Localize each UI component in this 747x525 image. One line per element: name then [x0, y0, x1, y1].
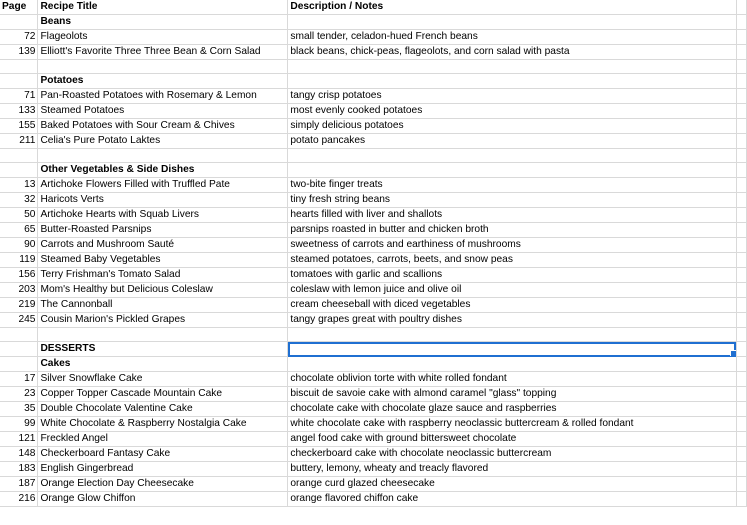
recipe-title-cell[interactable]: Other Vegetables & Side Dishes: [38, 163, 288, 178]
recipe-title-cell[interactable]: Freckled Angel: [38, 432, 288, 447]
description-cell[interactable]: sweetness of carrots and earthiness of mushrooms: [288, 238, 737, 253]
empty-cell[interactable]: [736, 15, 746, 30]
recipe-title-cell[interactable]: [38, 328, 288, 342]
recipe-title-cell[interactable]: [38, 149, 288, 163]
page-number-cell[interactable]: [0, 15, 38, 30]
page-number-cell[interactable]: [0, 163, 38, 178]
recipe-title-cell[interactable]: Orange Election Day Cheesecake: [38, 477, 288, 492]
description-cell[interactable]: checkerboard cake with chocolate neoclassic buttercream: [288, 447, 737, 462]
empty-cell[interactable]: [736, 74, 746, 89]
description-cell[interactable]: potato pancakes: [288, 134, 737, 149]
page-number-cell[interactable]: 133: [0, 104, 38, 119]
page-number-cell[interactable]: 187: [0, 477, 38, 492]
recipe-title-cell[interactable]: Elliott's Favorite Three Three Bean & Corn Salad: [38, 45, 288, 60]
page-number-cell[interactable]: [0, 74, 38, 89]
page-number-cell[interactable]: 245: [0, 313, 38, 328]
page-number-cell[interactable]: 156: [0, 268, 38, 283]
description-cell[interactable]: [288, 60, 737, 74]
empty-cell[interactable]: [736, 119, 746, 134]
description-cell[interactable]: coleslaw with lemon juice and olive oil: [288, 283, 737, 298]
recipe-title-cell[interactable]: Potatoes: [38, 74, 288, 89]
page-number-cell[interactable]: 119: [0, 253, 38, 268]
page-number-cell[interactable]: 71: [0, 89, 38, 104]
table-row: [0, 447, 747, 462]
recipe-title-cell[interactable]: Steamed Potatoes: [38, 104, 288, 119]
description-cell[interactable]: cream cheeseball with diced vegetables: [288, 298, 737, 313]
recipe-title-cell[interactable]: Double Chocolate Valentine Cake: [38, 402, 288, 417]
table-row: [0, 372, 747, 387]
page-number-cell[interactable]: 50: [0, 208, 38, 223]
page-number-cell[interactable]: 72: [0, 30, 38, 45]
page-number-cell[interactable]: 32: [0, 193, 38, 208]
empty-cell[interactable]: [736, 208, 746, 223]
description-cell[interactable]: white chocolate cake with raspberry neoclassic buttercream & rolled fondant: [288, 417, 737, 432]
empty-cell[interactable]: [736, 328, 746, 342]
recipe-title-cell[interactable]: Baked Potatoes with Sour Cream & Chives: [38, 119, 288, 134]
empty-cell[interactable]: [736, 104, 746, 119]
empty-cell[interactable]: [736, 238, 746, 253]
recipe-title-cell[interactable]: Butter-Roasted Parsnips: [38, 223, 288, 238]
recipe-title-cell[interactable]: Artichoke Hearts with Squab Livers: [38, 208, 288, 223]
empty-cell[interactable]: [736, 30, 746, 45]
empty-cell[interactable]: [736, 387, 746, 402]
description-cell[interactable]: orange curd glazed cheesecake: [288, 477, 737, 492]
description-cell[interactable]: small tender, celadon-hued French beans: [288, 30, 737, 45]
table-row: [0, 74, 747, 89]
description-cell[interactable]: biscuit de savoie cake with almond caramel "glass" topping: [288, 387, 737, 402]
empty-cell[interactable]: [736, 223, 746, 238]
description-cell[interactable]: tangy grapes great with poultry dishes: [288, 313, 737, 328]
table-row: [0, 253, 747, 268]
table-row: [0, 462, 747, 477]
recipe-title-cell[interactable]: Cakes: [38, 357, 288, 372]
recipe-title-cell[interactable]: Orange Glow Chiffon: [38, 492, 288, 507]
table-row: [0, 328, 747, 342]
recipe-title-cell[interactable]: Celia's Pure Potato Laktes: [38, 134, 288, 149]
header-notes-cell[interactable]: Description / Notes: [288, 0, 737, 15]
empty-cell[interactable]: [736, 447, 746, 462]
table-row: [0, 163, 747, 178]
page-number-cell[interactable]: 13: [0, 178, 38, 193]
empty-cell[interactable]: [736, 149, 746, 163]
table-row: [0, 89, 747, 104]
page-number-cell[interactable]: 183: [0, 462, 38, 477]
recipe-title-cell[interactable]: Checkerboard Fantasy Cake: [38, 447, 288, 462]
description-cell[interactable]: [288, 15, 737, 30]
description-cell[interactable]: tangy crisp potatoes: [288, 89, 737, 104]
fill-handle[interactable]: [730, 350, 737, 357]
table-row: [0, 15, 747, 30]
recipe-title-cell[interactable]: DESSERTS: [38, 342, 288, 357]
description-cell[interactable]: most evenly cooked potatoes: [288, 104, 737, 119]
description-cell[interactable]: [288, 149, 737, 163]
description-cell[interactable]: [288, 163, 737, 178]
page-number-cell[interactable]: 23: [0, 387, 38, 402]
empty-cell[interactable]: [736, 313, 746, 328]
table-row: [0, 298, 747, 313]
header-title-cell[interactable]: Recipe Title: [38, 0, 288, 15]
table-row: [0, 30, 747, 45]
empty-cell[interactable]: [736, 60, 746, 74]
table-row: [0, 432, 747, 447]
empty-cell[interactable]: [736, 372, 746, 387]
page-number-cell[interactable]: 219: [0, 298, 38, 313]
table-row: [0, 238, 747, 253]
empty-cell[interactable]: [736, 283, 746, 298]
recipe-title-cell[interactable]: Terry Frishman's Tomato Salad: [38, 268, 288, 283]
empty-cell[interactable]: [736, 163, 746, 178]
recipe-title-cell[interactable]: [38, 60, 288, 74]
selected-cell[interactable]: [288, 342, 737, 357]
empty-cell[interactable]: [736, 0, 746, 15]
description-cell[interactable]: tomatoes with garlic and scallions: [288, 268, 737, 283]
page-number-cell[interactable]: [0, 342, 38, 357]
empty-cell[interactable]: [736, 357, 746, 372]
table-row: [0, 208, 747, 223]
empty-cell[interactable]: [736, 89, 746, 104]
page-number-cell[interactable]: [0, 357, 38, 372]
table-row: [0, 357, 747, 372]
recipe-title-cell[interactable]: Steamed Baby Vegetables: [38, 253, 288, 268]
table-row: [0, 313, 747, 328]
page-number-cell[interactable]: 99: [0, 417, 38, 432]
page-number-cell[interactable]: 203: [0, 283, 38, 298]
description-cell[interactable]: black beans, chick-peas, flageolots, and corn salad with pasta: [288, 45, 737, 60]
table-row: [0, 223, 747, 238]
table-row: [0, 402, 747, 417]
table-row: [0, 178, 747, 193]
page-number-cell[interactable]: 17: [0, 372, 38, 387]
recipe-title-cell[interactable]: Cousin Marion's Pickled Grapes: [38, 313, 288, 328]
description-cell[interactable]: parsnips roasted in butter and chicken broth: [288, 223, 737, 238]
page-number-cell[interactable]: 90: [0, 238, 38, 253]
description-cell[interactable]: two-bite finger treats: [288, 178, 737, 193]
empty-cell[interactable]: [736, 342, 746, 357]
recipe-title-cell[interactable]: Copper Topper Cascade Mountain Cake: [38, 387, 288, 402]
page-number-cell[interactable]: 148: [0, 447, 38, 462]
description-cell[interactable]: simply delicious potatoes: [288, 119, 737, 134]
page-number-cell[interactable]: 35: [0, 402, 38, 417]
empty-cell[interactable]: [736, 193, 746, 208]
table-row: [0, 477, 747, 492]
empty-cell[interactable]: [736, 178, 746, 193]
table-row: [0, 492, 747, 507]
table-row: [0, 60, 747, 74]
empty-cell[interactable]: [736, 45, 746, 60]
empty-cell[interactable]: [736, 268, 746, 283]
header-row: [0, 0, 747, 15]
recipe-title-cell[interactable]: Beans: [38, 15, 288, 30]
empty-cell[interactable]: [736, 134, 746, 149]
description-cell[interactable]: buttery, lemony, wheaty and treacly flavored: [288, 462, 737, 477]
description-cell[interactable]: [288, 328, 737, 342]
page-number-cell[interactable]: [0, 328, 38, 342]
recipe-title-cell[interactable]: Pan-Roasted Potatoes with Rosemary & Lemon: [38, 89, 288, 104]
empty-cell[interactable]: [736, 402, 746, 417]
empty-cell[interactable]: [736, 462, 746, 477]
description-cell[interactable]: tiny fresh string beans: [288, 193, 737, 208]
table-row: [0, 193, 747, 208]
empty-cell[interactable]: [736, 477, 746, 492]
page-number-cell[interactable]: 155: [0, 119, 38, 134]
recipe-title-cell[interactable]: The Cannonball: [38, 298, 288, 313]
table-row: [0, 149, 747, 163]
table-row: [0, 119, 747, 134]
recipe-title-cell[interactable]: Artichoke Flowers Filled with Truffled Pate: [38, 178, 288, 193]
table-row: [0, 45, 747, 60]
description-cell[interactable]: [288, 74, 737, 89]
recipe-title-cell[interactable]: Silver Snowflake Cake: [38, 372, 288, 387]
recipe-title-cell[interactable]: English Gingerbread: [38, 462, 288, 477]
empty-cell[interactable]: [736, 298, 746, 313]
table-row: [0, 268, 747, 283]
empty-cell[interactable]: [736, 417, 746, 432]
empty-cell[interactable]: [736, 492, 746, 507]
recipe-title-cell[interactable]: Flageolots: [38, 30, 288, 45]
description-cell[interactable]: [288, 357, 737, 372]
description-cell[interactable]: angel food cake with ground bittersweet chocolate: [288, 432, 737, 447]
page-number-cell[interactable]: 139: [0, 45, 38, 60]
description-cell[interactable]: orange flavored chiffon cake: [288, 492, 737, 507]
header-page-cell[interactable]: Page: [0, 0, 38, 15]
recipe-title-cell[interactable]: Carrots and Mushroom Sauté: [38, 238, 288, 253]
description-cell[interactable]: chocolate oblivion torte with white rolled fondant: [288, 372, 737, 387]
page-number-cell[interactable]: [0, 149, 38, 163]
description-cell[interactable]: hearts filled with liver and shallots: [288, 208, 737, 223]
empty-cell[interactable]: [736, 432, 746, 447]
table-row: [0, 417, 747, 432]
description-cell[interactable]: chocolate cake with chocolate glaze sauce and raspberries: [288, 402, 737, 417]
recipe-title-cell[interactable]: Haricots Verts: [38, 193, 288, 208]
table-row: [0, 342, 747, 357]
table-row: [0, 387, 747, 402]
table-row: [0, 104, 747, 119]
description-cell[interactable]: steamed potatoes, carrots, beets, and snow peas: [288, 253, 737, 268]
page-number-cell[interactable]: 216: [0, 492, 38, 507]
page-number-cell[interactable]: 121: [0, 432, 38, 447]
page-number-cell[interactable]: 211: [0, 134, 38, 149]
page-number-cell[interactable]: [0, 60, 38, 74]
table-row: [0, 283, 747, 298]
page-number-cell[interactable]: 65: [0, 223, 38, 238]
table-row: [0, 134, 747, 149]
empty-cell[interactable]: [736, 253, 746, 268]
recipe-title-cell[interactable]: White Chocolate & Raspberry Nostalgia Cake: [38, 417, 288, 432]
recipe-title-cell[interactable]: Mom's Healthy but Delicious Coleslaw: [38, 283, 288, 298]
